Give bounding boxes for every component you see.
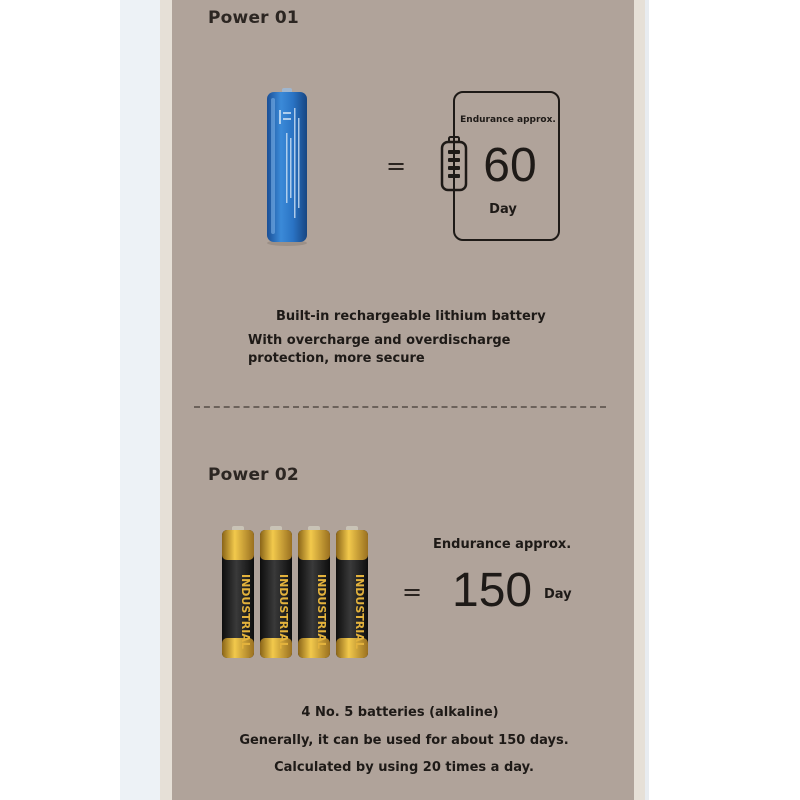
svg-text:INDUSTRIAL: INDUSTRIAL xyxy=(353,574,366,649)
dashed-divider xyxy=(194,406,606,408)
svg-text:INDUSTRIAL: INDUSTRIAL xyxy=(277,574,290,649)
endurance-unit: Day xyxy=(489,202,517,217)
protection-text-line2: protection, more secure xyxy=(248,351,425,366)
power-02-heading: Power 02 xyxy=(208,465,299,485)
endurance-label: Endurance approx. xyxy=(460,115,556,125)
battery-type-text: 4 No. 5 batteries (alkaline) xyxy=(301,705,499,720)
content-card xyxy=(172,0,634,800)
protection-text-line1: With overcharge and overdischarge xyxy=(248,333,511,348)
svg-text:INDUSTRIAL: INDUSTRIAL xyxy=(239,574,252,649)
svg-text:INDUSTRIAL: INDUSTRIAL xyxy=(315,574,328,649)
equals-sign: = xyxy=(402,578,423,606)
left-background-strip xyxy=(120,0,160,800)
usage-duration-text: Generally, it can be used for about 150 days. xyxy=(239,733,569,748)
calculation-note-text: Calculated by using 20 times a day. xyxy=(274,760,534,775)
endurance-value: 60 xyxy=(483,139,537,192)
endurance-unit: Day xyxy=(544,587,572,602)
battery-type-text: Built-in rechargeable lithium battery xyxy=(276,309,546,324)
alkaline-batteries-image xyxy=(220,526,376,661)
lithium-battery-image xyxy=(262,88,312,248)
endurance-value: 150 xyxy=(452,564,533,617)
equals-sign: = xyxy=(386,152,407,180)
right-background-strip xyxy=(645,0,649,800)
power-01-heading: Power 01 xyxy=(208,8,299,28)
endurance-label: Endurance approx. xyxy=(433,537,572,552)
